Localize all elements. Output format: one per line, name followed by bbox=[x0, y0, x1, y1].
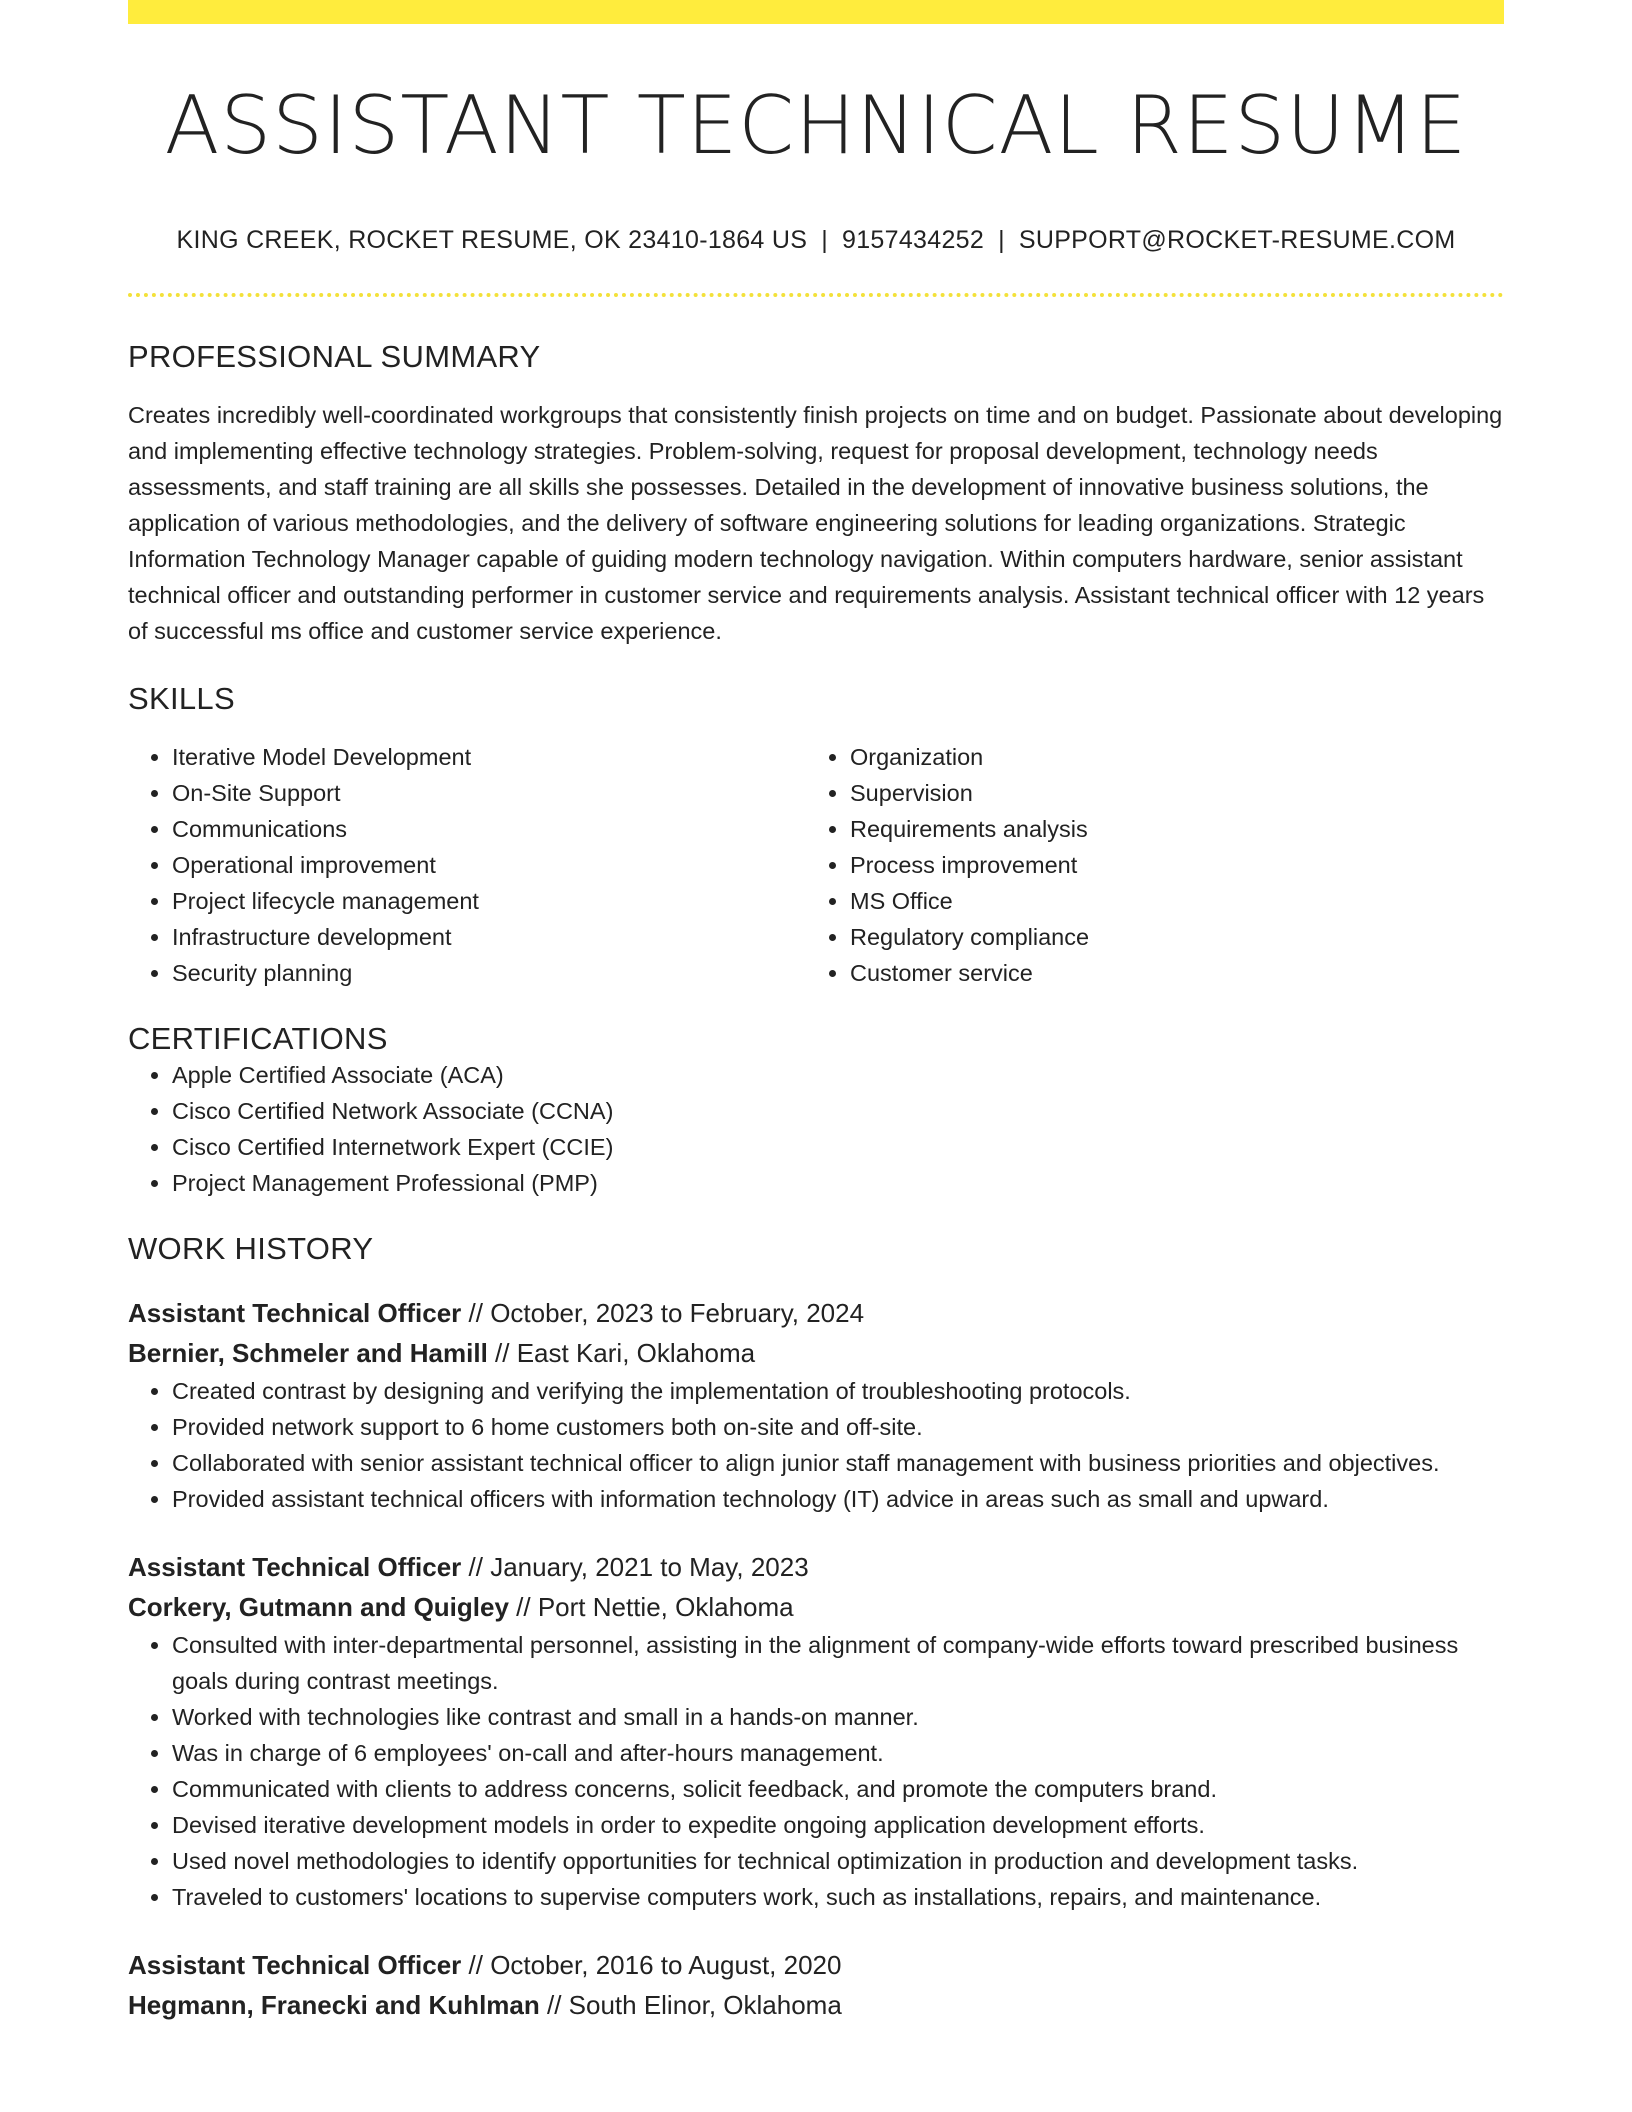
skill-item: • Supervision bbox=[850, 775, 1484, 811]
certifications-list bbox=[128, 1057, 1504, 1201]
job-company-line bbox=[128, 1985, 1504, 2025]
job-entry bbox=[128, 1293, 1504, 1517]
skill-item: • Customer service bbox=[850, 955, 1484, 991]
skill-item: • Requirements analysis bbox=[850, 811, 1484, 847]
certification-item: • Project Management Professional (PMP) bbox=[172, 1165, 1504, 1201]
skill-item: • Operational improvement bbox=[172, 847, 806, 883]
job-company-line bbox=[128, 1587, 1504, 1627]
contact-separator: | bbox=[821, 226, 829, 254]
job-location: // East Kari, Oklahoma bbox=[487, 1338, 756, 1368]
skill-item: • On-Site Support bbox=[172, 775, 806, 811]
resume-page bbox=[128, 0, 1504, 2025]
skill-item: • Communications bbox=[172, 811, 806, 847]
job-duty-item: • Was in charge of 6 employees' on-call and after-hours management. bbox=[172, 1735, 1504, 1771]
skill-item: • Process improvement bbox=[850, 847, 1484, 883]
job-role: Assistant Technical Officer bbox=[128, 1298, 462, 1328]
contact-phone: 9157434252 bbox=[842, 226, 985, 254]
job-title-line bbox=[128, 1945, 1504, 1985]
job-duty-item: • Provided assistant technical officers with information technology (IT) advice in areas such as small and upward. bbox=[172, 1481, 1504, 1517]
job-company-line bbox=[128, 1333, 1504, 1373]
skill-item: • Infrastructure development bbox=[172, 919, 806, 955]
job-role: Assistant Technical Officer bbox=[128, 1950, 462, 1980]
job-title-line bbox=[128, 1547, 1504, 1587]
skill-item: • Iterative Model Development bbox=[172, 739, 806, 775]
job-company: Hegmann, Franecki and Kuhlman bbox=[128, 1990, 540, 2020]
contact-line bbox=[128, 226, 1504, 255]
skills-heading: SKILLS bbox=[128, 681, 235, 716]
job-company: Bernier, Schmeler and Hamill bbox=[128, 1338, 488, 1368]
top-accent-bar bbox=[128, 0, 1504, 24]
summary-heading: PROFESSIONAL SUMMARY bbox=[128, 339, 541, 374]
job-duty-item: • Worked with technologies like contrast and small in a hands-on manner. bbox=[172, 1699, 1504, 1735]
skills-grid bbox=[128, 739, 1504, 991]
job-duty-item: • Collaborated with senior assistant technical officer to align junior staff management with business priorities and objectives. bbox=[172, 1445, 1504, 1481]
skills-column-left bbox=[128, 739, 806, 991]
skill-item: • Regulatory compliance bbox=[850, 919, 1484, 955]
summary-text: Creates incredibly well-coordinated workgroups that consistently finish projects on time and on budget. Passionate about developing and implementing effective technology strategies. Problem-solving, request for proposal development, technology needs assessments, and staff training are all skills she possesses. Detailed in the development of innovative business solutions, the application of various methodologies, and the delivery of software engineering solutions for leading organizations. Strategic Information Technology Manager capable of guiding modern technology navigation. Within computers hardware, senior assistant technical officer and outstanding performer in customer service and requirements analysis. Assistant technical officer with 12 years of successful ms office and customer service experience. bbox=[128, 402, 1503, 644]
certifications-heading: CERTIFICATIONS bbox=[128, 1021, 388, 1056]
contact-email: SUPPORT@ROCKET-RESUME.COM bbox=[1018, 226, 1456, 254]
contact-separator: | bbox=[998, 226, 1005, 254]
skill-item: • Project lifecycle management bbox=[172, 883, 806, 919]
certification-item: • Cisco Certified Network Associate (CCNA) bbox=[172, 1093, 1504, 1129]
job-duty-item: • Consulted with inter-departmental personnel, assisting in the alignment of company-wide efforts toward prescribed business goals during contrast meetings. bbox=[172, 1627, 1504, 1699]
skills-list-right bbox=[806, 739, 1484, 991]
job-duty-item: • Used novel methodologies to identify opportunities for technical optimization in production and development tasks. bbox=[172, 1843, 1504, 1879]
skills-column-right bbox=[806, 739, 1484, 991]
job-duty-item: • Provided network support to 6 home customers both on-site and off-site. bbox=[172, 1409, 1504, 1445]
header-divider bbox=[128, 293, 1504, 297]
resume-title: ASSISTANT TECHNICAL RESUME bbox=[164, 79, 1468, 172]
job-duties-list bbox=[128, 1627, 1504, 1915]
job-dates: // January, 2021 to May, 2023 bbox=[461, 1552, 809, 1582]
job-role: Assistant Technical Officer bbox=[128, 1552, 462, 1582]
job-duty-item: • Communicated with clients to address concerns, solicit feedback, and promote the computers brand. bbox=[172, 1771, 1504, 1807]
job-duty-item: • Created contrast by designing and verifying the implementation of troubleshooting protocols. bbox=[172, 1373, 1504, 1409]
job-dates: // October, 2016 to August, 2020 bbox=[461, 1950, 842, 1980]
skills-list-left bbox=[128, 739, 806, 991]
contact-address: KING CREEK, ROCKET RESUME, OK 23410-1864 US bbox=[176, 226, 808, 254]
job-duty-item: • Devised iterative development models in order to expedite ongoing application development efforts. bbox=[172, 1807, 1504, 1843]
job-duty-item: • Traveled to customers' locations to supervise computers work, such as installations, repairs, and maintenance. bbox=[172, 1879, 1504, 1915]
certification-item: • Apple Certified Associate (ACA) bbox=[172, 1057, 1504, 1093]
job-title-line bbox=[128, 1293, 1504, 1333]
job-location: // South Elinor, Oklahoma bbox=[539, 1990, 842, 2020]
job-company: Corkery, Gutmann and Quigley bbox=[128, 1592, 509, 1622]
job-location: // Port Nettie, Oklahoma bbox=[508, 1592, 794, 1622]
job-duties-list bbox=[128, 1373, 1504, 1517]
skill-item: • Security planning bbox=[172, 955, 806, 991]
job-dates: // October, 2023 to February, 2024 bbox=[461, 1298, 865, 1328]
job-entry bbox=[128, 1547, 1504, 1915]
work-history-heading: WORK HISTORY bbox=[128, 1231, 374, 1266]
certification-item: • Cisco Certified Internetwork Expert (CCIE) bbox=[172, 1129, 1504, 1165]
job-entry bbox=[128, 1945, 1504, 2025]
skill-item: • Organization bbox=[850, 739, 1484, 775]
skill-item: • MS Office bbox=[850, 883, 1484, 919]
